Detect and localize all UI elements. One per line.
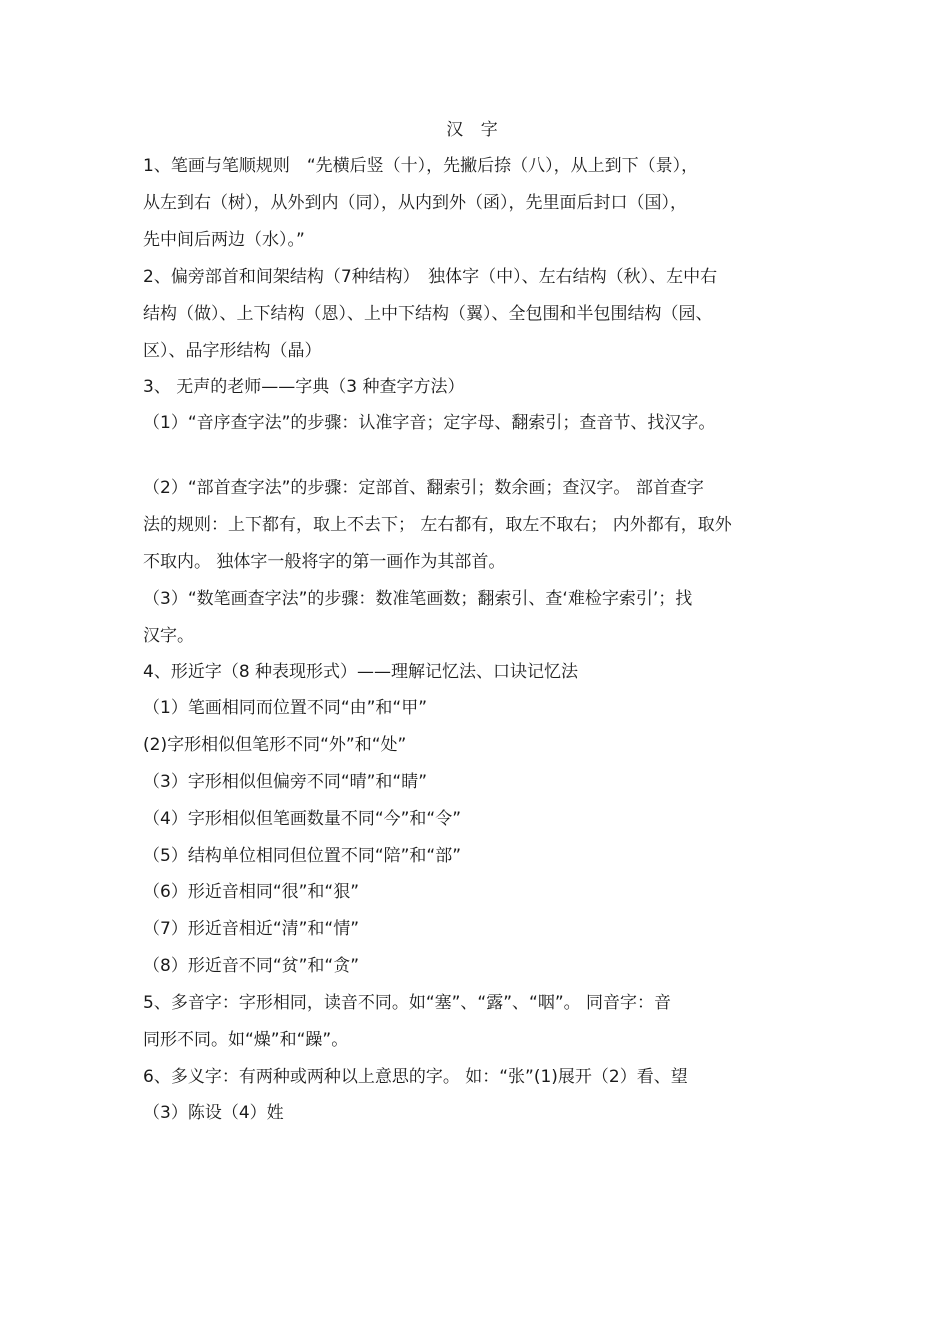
text-line: （1）“音序查字法”的步骤：认准字音；定字母、翻索引；查音节、找汉字。 (143, 413, 716, 433)
text-line: 汉字。 (143, 626, 194, 646)
text-line: 结构（做）、上下结构（恩）、上中下结构（翼）、全包围和半包围结构（园、 (143, 304, 713, 324)
text-line: （7）形近音相近“清”和“情” (143, 919, 360, 939)
text-line: 6、多义字：有两种或两种以上意思的字。 如：“张”(1)展开（2）看、望 (143, 1067, 688, 1087)
text-line: （3）字形相似但偏旁不同“晴”和“睛” (143, 772, 428, 792)
text-line: 1、笔画与笔顺规则 “先横后竖（十），先撇后捺（八），从上到下（景）， (143, 156, 699, 176)
text-line: （5）结构单位相同但位置不同“陪”和“部” (143, 846, 462, 866)
text-line: （6）形近音相同“很”和“狠” (143, 882, 360, 902)
text-line: 从左到右（树），从外到内（同），从内到外（函），先里面后封口（国）， (143, 193, 687, 213)
text-line: （8）形近音不同“贫”和“贪” (143, 956, 360, 976)
text-line: （4）字形相似但笔画数量不同“今”和“令” (143, 809, 462, 829)
document-title: 汉 字 (446, 120, 504, 140)
text-line: 先中间后两边（水）。” (143, 230, 305, 250)
text-line: 区）、品字形结构（晶） (143, 341, 322, 361)
text-line: 法的规则：上下都有，取上不去下； 左右都有，取左不取右； 内外都有，取外 (143, 515, 732, 535)
text-line: 4、形近字（8 种表现形式）——理解记忆法、口诀记忆法 (143, 662, 579, 682)
text-line: (2)字形相似但笔形不同“外”和“处” (143, 735, 407, 755)
text-line: （3）“数笔画查字法”的步骤：数准笔画数；翻索引、查‘难检字索引’；找 (143, 589, 693, 609)
text-line: （1）笔画相同而位置不同“由”和“甲” (143, 698, 428, 718)
text-line: （3）陈设（4）姓 (143, 1103, 284, 1123)
text-line: 5、多音字：字形相同，读音不同。如“塞”、“露”、“咽”。 同音字：音 (143, 993, 672, 1013)
text-line: （2）“部首查字法”的步骤：定部首、翻索引；数余画；查汉字。 部首查字 (143, 478, 704, 498)
text-line: 不取内。 独体字一般将字的第一画作为其部首。 (143, 552, 506, 572)
text-line: 3、 无声的老师——字典（3 种查字方法） (143, 377, 465, 397)
text-line: 2、偏旁部首和间架结构（7种结构） 独体字（中）、左右结构（秋）、左中右 (143, 267, 718, 287)
text-line: 同形不同。如“燥”和“躁”。 (143, 1030, 349, 1050)
